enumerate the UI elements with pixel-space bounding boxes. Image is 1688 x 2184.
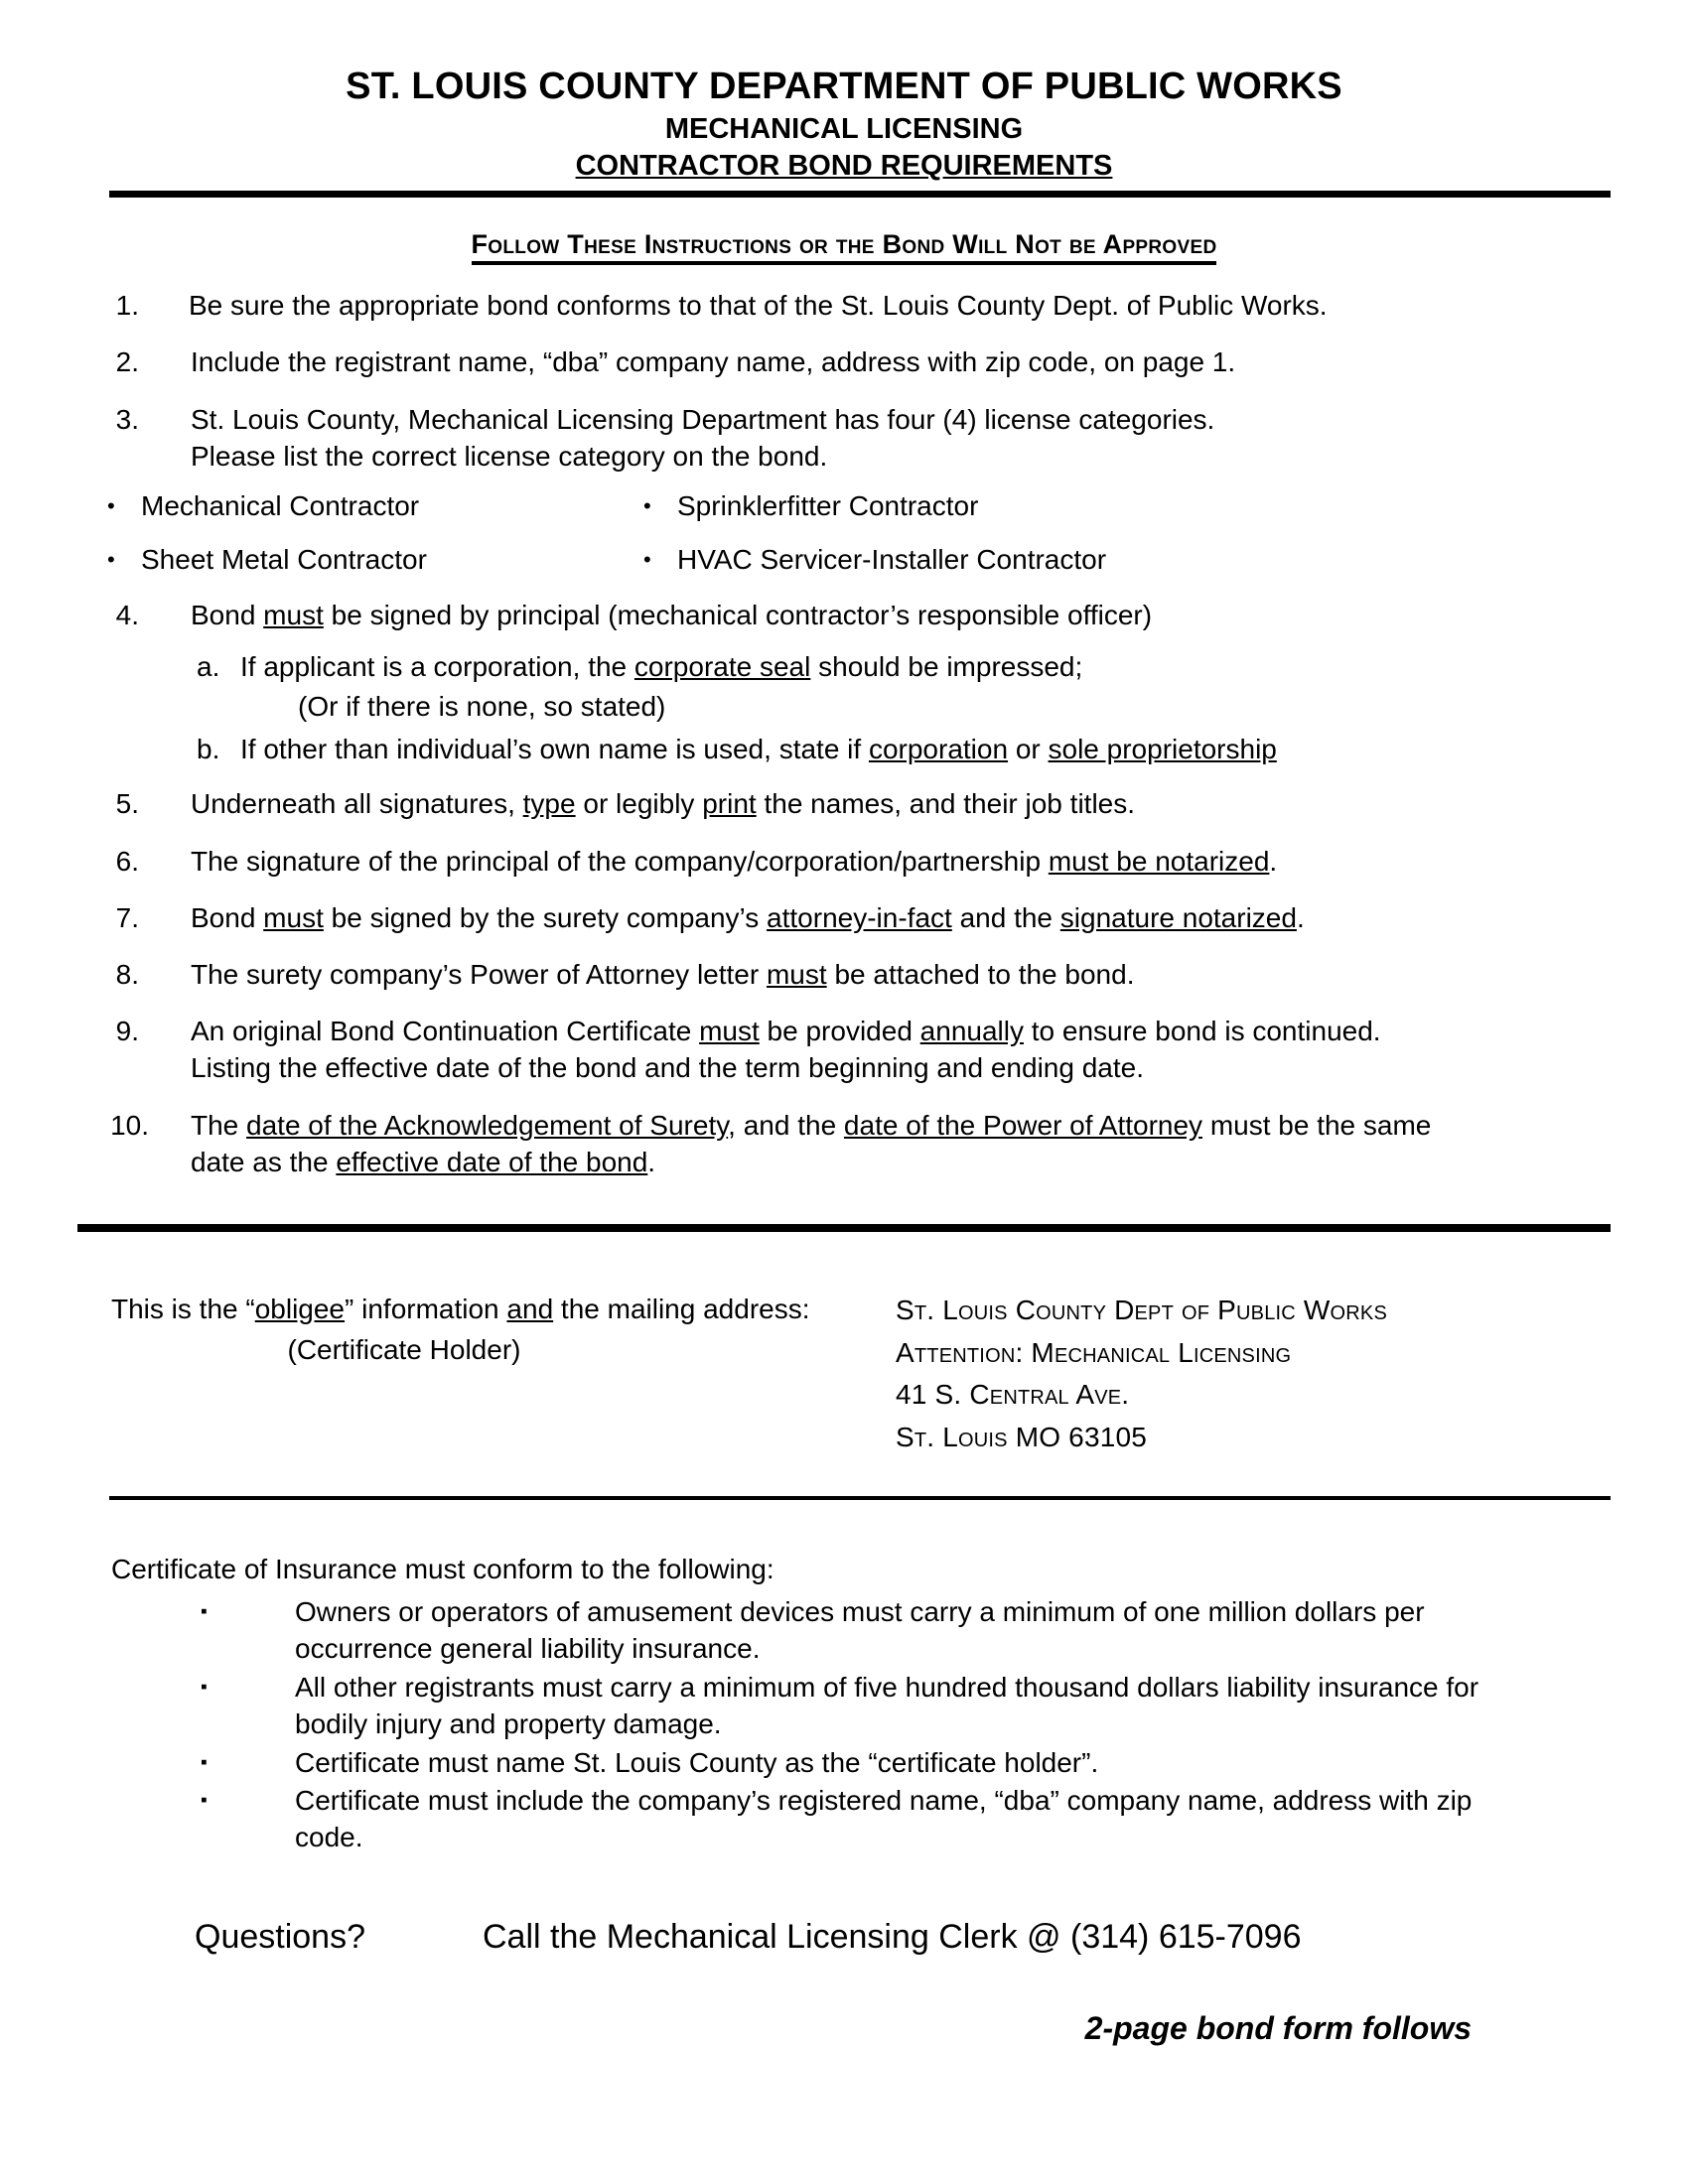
- list-item-text: Bond must be signed by the surety company’s attorney-in-fact and the signature notarized.: [191, 901, 1305, 933]
- section-divider-thin: [109, 1496, 1611, 1500]
- list-item-number: 6.: [115, 845, 139, 877]
- list-item: [0, 287, 1688, 324]
- insurance-list-item: [111, 1670, 1688, 1743]
- list-item-text: [191, 401, 1688, 475]
- sub-list-item-letter: a.: [197, 651, 220, 683]
- address-line: St. Louis County Dept of Public Works: [896, 1295, 1388, 1326]
- sub-list-item: [0, 732, 1688, 767]
- license-category-row: [107, 542, 1229, 578]
- license-category-label: Sheet Metal Contractor: [141, 544, 427, 576]
- list-item-line-2: Listing the effective date of the bond and the term beginning and ending date.: [191, 1052, 1144, 1084]
- obligee-intro-line: This is the “obligee” information and the mailing address:: [111, 1294, 810, 1325]
- department-subtitle: MECHANICAL LICENSING: [664, 112, 1024, 145]
- license-category-label: Mechanical Contractor: [141, 490, 420, 522]
- list-item-number: 10.: [110, 1109, 149, 1141]
- bullet-icon: ▪: [201, 1790, 208, 1812]
- instructions-heading: Follow These Instructions or the Bond Will Not be Approved: [472, 229, 1217, 265]
- list-item-number: 2.: [115, 346, 139, 378]
- sub-list-item-text: If applicant is a corporation, the corporate seal should be impressed;: [240, 651, 1083, 683]
- address-line: 41 S. Central Ave.: [896, 1379, 1130, 1411]
- instructions-list: [0, 287, 1688, 1180]
- license-category-list: [107, 488, 1229, 579]
- obligee-intro: [111, 1290, 896, 1458]
- list-item-line-1: St. Louis County, Mechanical Licensing Department has four (4) license categories.: [191, 403, 1215, 435]
- list-item-line-1: An original Bond Continuation Certificate must be provided annually to ensure bond is continued.: [191, 1016, 1381, 1047]
- obligee-address: [896, 1290, 1688, 1458]
- list-item-line-1: The date of the Acknowledgement of Surety, and the date of the Power of Attorney must be the same: [191, 1109, 1432, 1141]
- header-divider: [109, 191, 1611, 198]
- list-item-text: The surety company’s Power of Attorney letter must be attached to the bond.: [191, 958, 1135, 990]
- document-header: [0, 0, 1688, 184]
- section-divider-thick: [77, 1224, 1611, 1232]
- list-item-text: [191, 1107, 1688, 1180]
- list-item-text: Include the registrant name, “dba” company name, address with zip code, on page 1.: [191, 346, 1236, 378]
- page-title: ST. LOUIS COUNTY DEPARTMENT OF PUBLIC WORKS: [346, 66, 1342, 107]
- list-item: [0, 343, 1688, 380]
- list-item: [0, 899, 1688, 936]
- obligee-section: [0, 1290, 1688, 1458]
- bullet-icon: ▪: [201, 1751, 208, 1773]
- bond-form-note: 2-page bond form follows: [1084, 2010, 1472, 2047]
- list-item: [0, 1107, 1688, 1180]
- sub-list-note: (Or if there is none, so stated): [298, 691, 666, 723]
- license-category-item: [107, 488, 643, 524]
- list-item-text: [191, 1013, 1688, 1086]
- bullet-icon: ▪: [201, 1676, 208, 1698]
- list-item-number: 7.: [115, 901, 139, 933]
- license-category-item: [643, 542, 1229, 578]
- sub-list-item-letter: b.: [197, 733, 220, 764]
- address-line: Attention: Mechanical Licensing: [896, 1336, 1292, 1368]
- license-category-label: HVAC Servicer-Installer Contractor: [677, 544, 1107, 576]
- bullet-icon: •: [107, 493, 115, 519]
- insurance-item-text: Certificate must name St. Louis County as the “certificate holder”.: [295, 1746, 1099, 1778]
- bullet-icon: •: [643, 547, 651, 573]
- list-item: [0, 1013, 1688, 1086]
- list-item: [0, 597, 1688, 633]
- list-item-number: 9.: [115, 1016, 139, 1047]
- insurance-list-item: [111, 1594, 1688, 1668]
- list-item-number: 1.: [115, 290, 139, 322]
- insurance-item-text: Certificate must include the company’s registered name, “dba” company name, address with zip code.: [295, 1785, 1473, 1853]
- bullet-icon: •: [643, 493, 651, 519]
- insurance-item-text: All other registrants must carry a minimum of five hundred thousand dollars liability insurance for bodily injury and property damage.: [295, 1671, 1479, 1739]
- license-category-item: [107, 542, 643, 578]
- certificate-holder-label: (Certificate Holder): [287, 1333, 521, 1365]
- list-item-text: The signature of the principal of the company/corporation/partnership must be notarized.: [191, 845, 1278, 877]
- list-item-line-2: date as the effective date of the bond.: [191, 1146, 656, 1177]
- questions-line: [0, 1918, 1688, 1957]
- questions-label: Questions?: [195, 1918, 365, 1957]
- license-category-label: Sprinklerfitter Contractor: [677, 490, 979, 522]
- list-item-number: 8.: [115, 958, 139, 990]
- list-item-number: 4.: [115, 599, 139, 630]
- bullet-icon: •: [107, 547, 115, 573]
- sub-list-item: [0, 649, 1688, 685]
- list-item-text: Be sure the appropriate bond conforms to that of the St. Louis County Dept. of Public Works.: [189, 290, 1328, 322]
- list-item-number: 3.: [115, 403, 139, 435]
- insurance-heading: Certificate of Insurance must conform to the following:: [111, 1554, 774, 1585]
- sub-list-item-text: If other than individual’s own name is used, state if corporation or sole proprietorship: [240, 733, 1277, 764]
- list-item: [0, 785, 1688, 822]
- address-line: St. Louis MO 63105: [896, 1421, 1148, 1452]
- license-category-row: [107, 488, 1229, 524]
- insurance-list-item: [111, 1783, 1688, 1856]
- insurance-section: [0, 1552, 1688, 1856]
- instructions-heading-wrap: [0, 229, 1688, 265]
- questions-contact-text: Call the Mechanical Licensing Clerk @ (314) 615-7096: [483, 1918, 1302, 1957]
- list-item-text: Underneath all signatures, type or legibly print the names, and their job titles.: [191, 788, 1136, 820]
- list-item-text: Bond must be signed by principal (mechanical contractor’s responsible officer): [191, 599, 1153, 630]
- list-item-number: 5.: [115, 788, 139, 820]
- list-item-line-2: Please list the correct license category on the bond.: [191, 440, 828, 472]
- list-item: [0, 956, 1688, 993]
- list-item: [0, 401, 1688, 475]
- sub-list: [0, 649, 1688, 767]
- bullet-icon: ▪: [201, 1600, 208, 1622]
- insurance-list-item: [111, 1745, 1688, 1782]
- list-item: [0, 843, 1688, 880]
- license-category-item: [643, 488, 1229, 524]
- document-subtitle: CONTRACTOR BOND REQUIREMENTS: [575, 150, 1113, 183]
- insurance-item-text: Owners or operators of amusement devices must carry a minimum of one million dollars per occurrence general liability insurance.: [295, 1595, 1425, 1664]
